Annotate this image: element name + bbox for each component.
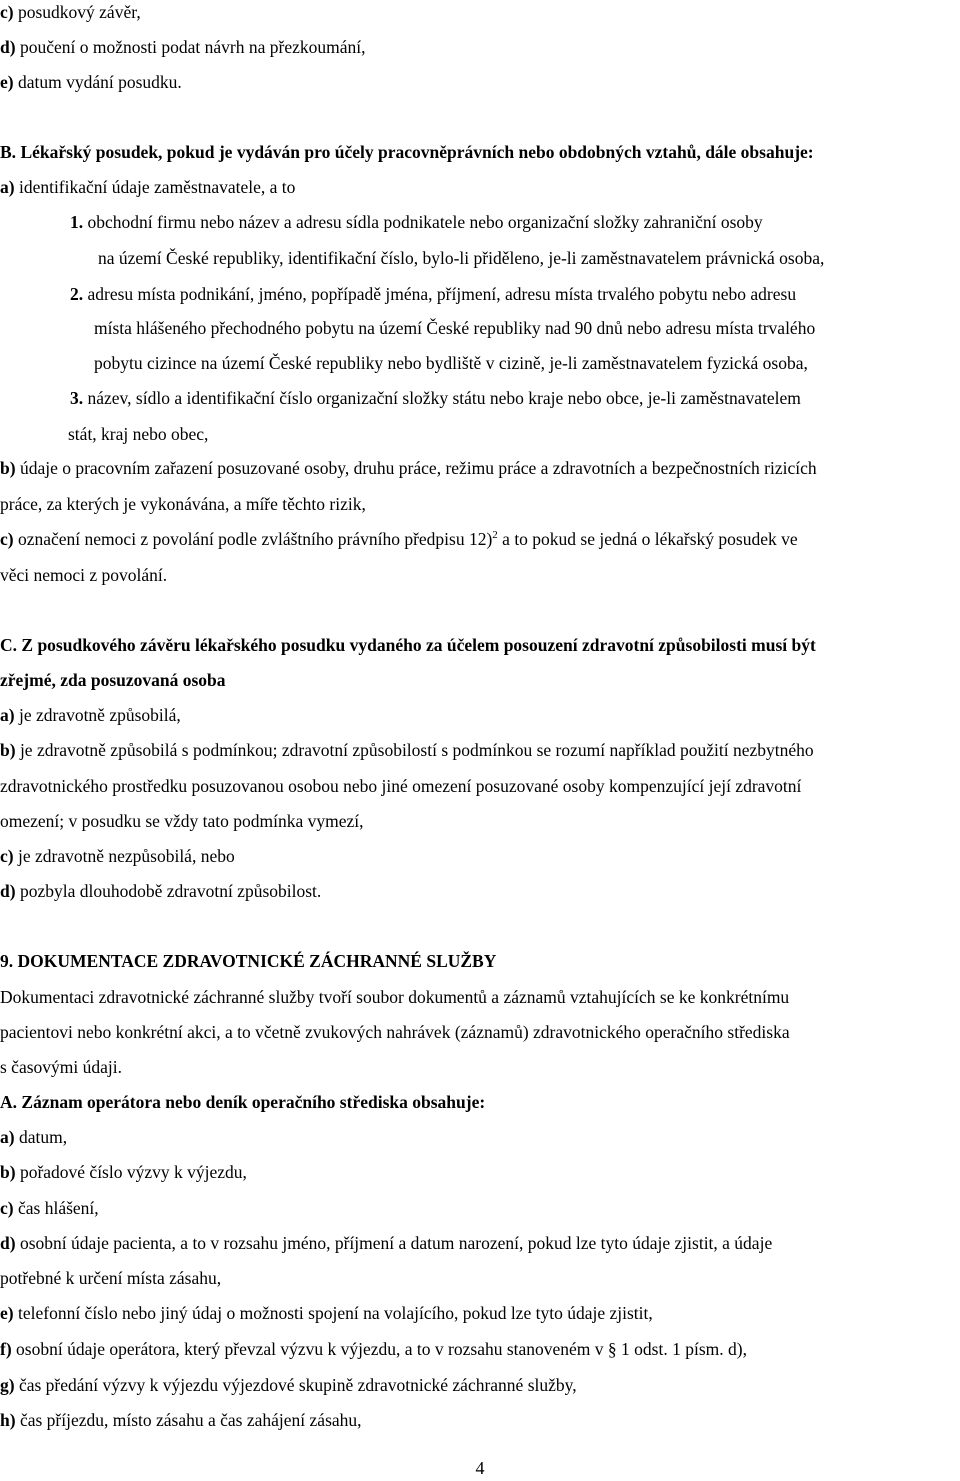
text-line — [0, 1338, 747, 1360]
line-text: údaje o pracovním zařazení posuzované osoby, druhu práce, režimu práce a zdravotních a bezpečnostních rizicích — [15, 458, 817, 478]
text-line — [0, 950, 496, 972]
line-text: osobní údaje operátora, který převzal výzvu k výjezdu, a to v rozsahu stanoveném v § 1 odst. 1 písm. d), — [11, 1339, 747, 1359]
line-text: obchodní firmu nebo název a adresu sídla podnikatele nebo organizační složky zahraniční osoby — [83, 212, 763, 232]
text-line — [0, 176, 295, 198]
item-label: h) — [0, 1410, 16, 1430]
line-text-continued: a to pokud se jedná o lékařský posudek ve — [497, 529, 798, 549]
text-line — [70, 387, 801, 409]
text-line — [0, 36, 365, 58]
item-label: d) — [0, 881, 16, 901]
text-line — [0, 141, 814, 163]
line-text: pozbyla dlouhodobě zdravotní způsobilost. — [15, 881, 322, 901]
line-text: stát, kraj nebo obec, — [68, 424, 209, 444]
text-line — [0, 1374, 577, 1396]
line-text: pacientovi nebo konkrétní akci, a to včetně zvukových nahrávek (záznamů) zdravotnického operačního střediska — [0, 1022, 790, 1042]
item-label: C. — [0, 635, 18, 655]
item-label: b) — [0, 458, 16, 478]
line-text: je zdravotně nezpůsobilá, nebo — [13, 846, 235, 866]
item-label: c) — [0, 1198, 14, 1218]
text-line — [0, 775, 801, 797]
item-label: d) — [0, 1233, 16, 1253]
text-line — [0, 457, 817, 479]
text-line — [70, 283, 796, 305]
text-line — [0, 1, 141, 23]
item-label: b) — [0, 740, 16, 760]
item-label: e) — [0, 72, 14, 92]
text-line — [68, 423, 208, 445]
item-label: B. — [0, 142, 17, 162]
item-label: c) — [0, 846, 14, 866]
text-line — [0, 71, 182, 93]
text-line — [0, 1232, 772, 1254]
text-line — [70, 211, 763, 233]
text-line — [98, 247, 824, 269]
text-line — [0, 669, 226, 691]
item-label: f) — [0, 1339, 12, 1359]
line-text: datum, — [14, 1127, 68, 1147]
line-text: potřebné k určení místa zásahu, — [0, 1268, 222, 1288]
line-text: zdravotnického prostředku posuzovanou osobou nebo jiné omezení posuzované osoby kompenzující její zdravotní — [0, 776, 802, 796]
item-label: A. — [0, 1092, 18, 1112]
item-label: d) — [0, 37, 16, 57]
line-text: je zdravotně způsobilá, — [14, 705, 181, 725]
line-text: Záznam operátora nebo deník operačního střediska obsahuje: — [17, 1092, 486, 1112]
text-line — [0, 1021, 790, 1043]
line-text: čas příjezdu, místo zásahu a čas zahájení zásahu, — [15, 1410, 362, 1430]
line-text: pobytu cizince na území České republiky nebo bydliště v cizině, je-li zaměstnavatelem fyzická osoba, — [94, 353, 808, 373]
item-label: a) — [0, 705, 15, 725]
line-text: věci nemoci z povolání. — [0, 565, 168, 585]
line-text: adresu místa podnikání, jméno, popřípadě jména, příjmení, adresu místa trvalého pobytu nebo adresu — [83, 284, 797, 304]
footnote-superscript: 2 — [492, 529, 498, 542]
line-text: identifikační údaje zaměstnavatele, a to — [14, 177, 296, 197]
item-label: c) — [0, 529, 14, 549]
item-label: a) — [0, 177, 15, 197]
text-line — [0, 493, 366, 515]
line-text: zřejmé, zda posuzovaná osoba — [0, 670, 226, 690]
text-line — [0, 564, 167, 586]
item-label: 2. — [70, 284, 84, 304]
line-text: místa hlášeného přechodného pobytu na území České republiky nad 90 dnů nebo adresu místa trvalého — [94, 318, 816, 338]
text-line — [0, 1091, 485, 1113]
line-text: poučení o možnosti podat návrh na přezkoumání, — [15, 37, 366, 57]
line-text: pořadové číslo výzvy k výjezdu, — [15, 1162, 247, 1182]
text-line — [0, 1161, 247, 1183]
line-text: práce, za kterých je vykonávána, a míře těchto rizik, — [0, 494, 366, 514]
text-line — [0, 1056, 122, 1078]
line-text: posudkový závěr, — [13, 2, 141, 22]
line-text: čas hlášení, — [13, 1198, 99, 1218]
line-text: datum vydání posudku. — [13, 72, 182, 92]
text-line — [0, 1267, 221, 1289]
line-text: telefonní číslo nebo jiný údaj o možnosti spojení na volajícího, pokud lze tyto údaje zjistit, — [13, 1303, 653, 1323]
text-line — [0, 634, 816, 656]
item-label: 3. — [70, 388, 84, 408]
text-line — [0, 845, 235, 867]
line-text: Z posudkového závěru lékařského posudku vydaného za účelem posouzení zdravotní způsobilosti musí být — [17, 635, 816, 655]
text-line — [0, 1302, 653, 1324]
text-line — [0, 1126, 67, 1148]
item-label: e) — [0, 1303, 14, 1323]
text-line — [0, 986, 789, 1008]
text-line — [0, 1409, 362, 1431]
item-label: c) — [0, 2, 14, 22]
line-text: označení nemoci z povolání podle zvláštního právního předpisu 12) — [13, 529, 493, 549]
text-line — [94, 317, 815, 339]
text-line — [94, 352, 808, 374]
line-text: osobní údaje pacienta, a to v rozsahu jméno, příjmení a datum narození, pokud lze tyto údaje zjistit, a údaje — [15, 1233, 773, 1253]
line-text: Lékařský posudek, pokud je vydáván pro účely pracovněprávních nebo obdobných vztahů, dále obsahuje: — [16, 142, 814, 162]
line-text: název, sídlo a identifikační číslo organizační složky státu nebo kraje nebo obce, je-li zaměstnavatelem — [83, 388, 801, 408]
line-text: Dokumentaci zdravotnické záchranné služby tvoří soubor dokumentů a záznamů vztahujících se ke konkrétnímu — [0, 987, 790, 1007]
line-text: DOKUMENTACE ZDRAVOTNICKÉ ZÁCHRANNÉ SLUŽBY — [13, 951, 497, 971]
text-line — [0, 739, 814, 761]
text-line — [0, 880, 321, 902]
item-label: 9. — [0, 951, 14, 971]
text-line — [0, 810, 364, 832]
item-label: b) — [0, 1162, 16, 1182]
item-label: 1. — [70, 212, 84, 232]
text-line — [0, 528, 798, 550]
text-line — [0, 1197, 99, 1219]
line-text: omezení; v posudku se vždy tato podmínka vymezí, — [0, 811, 364, 831]
page-number: 4 — [475, 1458, 485, 1478]
item-label: g) — [0, 1375, 15, 1395]
line-text: čas předání výzvy k výjezdu výjezdové skupině zdravotnické záchranné služby, — [14, 1375, 577, 1395]
text-line — [0, 704, 181, 726]
line-text: je zdravotně způsobilá s podmínkou; zdravotní způsobilostí s podmínkou se rozumí například použití nezbytného — [15, 740, 814, 760]
line-text: na území České republiky, identifikační číslo, bylo-li přiděleno, je-li zaměstnavatelem právnická osoba, — [98, 248, 825, 268]
line-text: s časovými údaji. — [0, 1057, 122, 1077]
item-label: a) — [0, 1127, 15, 1147]
